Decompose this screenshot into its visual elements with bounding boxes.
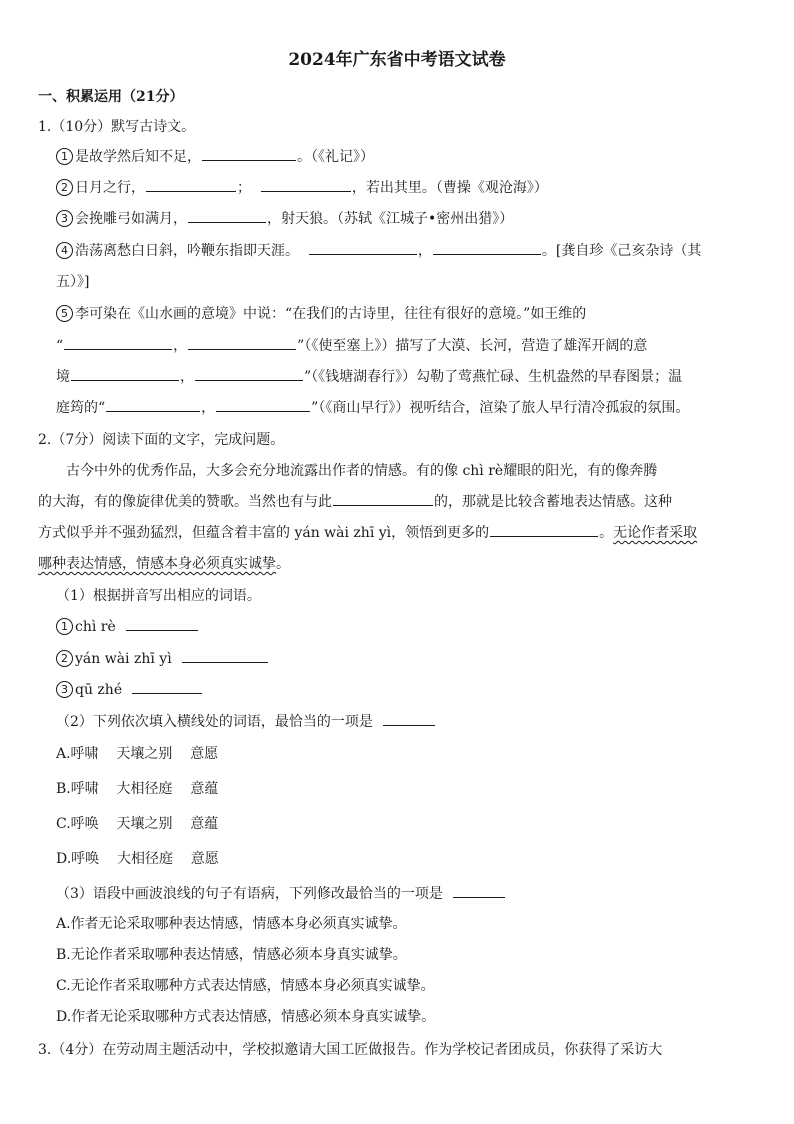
q1-item-2 [56, 177, 776, 199]
circled-number: 1 [56, 148, 73, 165]
circled-number: 2 [56, 179, 73, 196]
q2-sub3 [56, 883, 776, 905]
q1-item-5-text2: ”（《使至塞上》）描写了大漠、长河，营造了雄浑开阔的意 [297, 338, 648, 354]
answer-blank[interactable] [106, 397, 200, 412]
circled-number: 2 [56, 650, 73, 667]
q1-stem: 1.（10分）默写古诗文。 [38, 119, 196, 135]
passage-text: 。 [276, 556, 290, 572]
option-a[interactable]: A.呼啸 天壤之别 意愿 [56, 746, 219, 762]
q2-sub1: （1）根据拼音写出相应的词语。 [56, 588, 261, 604]
q1-item-2-post: ，若出其里。（曹操《观沧海》） [351, 180, 548, 196]
q1-item-5-text4: ”（《商山早行》）视听结合，渲染了旅人早行清冷孤寂的氛围。 [311, 400, 690, 416]
answer-blank[interactable] [188, 335, 296, 350]
pinyin-text: yán wài zhī yì [75, 651, 172, 667]
q1-item-3-pre: 会挽雕弓如满月， [75, 211, 187, 227]
option-d[interactable]: D.作者无论采取哪种方式表达情感，情感必须本身真实诚挚。 [56, 1009, 436, 1025]
q1-item-4-post: 。[龚自珍《己亥杂诗（其 [541, 243, 702, 259]
circled-number: 3 [56, 681, 73, 698]
comma: ， [201, 400, 216, 416]
q1-item-1-pre: 是故学然后知不足， [75, 149, 201, 165]
q1-item-1-post: 。（《礼记》） [297, 149, 374, 165]
q1-item-5-line4 [56, 397, 758, 419]
passage-text: 的，那就是比较含蓄地表达情感。这种 [434, 494, 672, 510]
q1-item-5-line1 [56, 303, 758, 325]
q1-item-3 [56, 208, 776, 230]
section-heading: 一、积累运用（21分） [38, 89, 184, 105]
answer-blank[interactable] [453, 883, 505, 898]
q2-sub2 [56, 711, 776, 733]
answer-blank[interactable] [309, 240, 417, 255]
q2-passage-line1: 古今中外的优秀作品，大多会充分地流露出作者的情感。有的像 chì rè耀眼的阳光，有的像奔腾 [66, 463, 658, 479]
answer-blank[interactable] [433, 240, 541, 255]
passage-text: 的大海，有的像旋律优美的赞歌。当然也有与此 [38, 494, 332, 510]
q1-item-4-mid: ， [417, 243, 432, 259]
wavy-underlined-sentence: 无论作者采取 [613, 525, 698, 541]
q1-item-5-line3 [56, 366, 758, 388]
answer-blank[interactable] [146, 177, 236, 192]
answer-blank[interactable] [195, 366, 303, 381]
exam-title: 2024年广东省中考语文试卷 [288, 50, 506, 70]
circled-number: 1 [56, 618, 73, 635]
answer-blank[interactable] [383, 711, 435, 726]
answer-blank[interactable] [202, 146, 296, 161]
option-a[interactable]: A.作者无论采取哪种表达情感，情感本身必须真实诚挚。 [56, 916, 407, 932]
circled-number: 4 [56, 242, 73, 259]
circled-number: 5 [56, 305, 73, 322]
q1-item-2-mid: ； [237, 180, 251, 196]
answer-blank[interactable] [182, 648, 268, 663]
quote-open: “ [56, 338, 64, 354]
sub3-text: （3）语段中画波浪线的句子有语病，下列修改最恰当的一项是 [56, 886, 443, 902]
q2-stem: 2.（7分）阅读下面的文字，完成问题。 [38, 432, 285, 448]
option-c[interactable]: C.无论作者采取哪种方式表达情感，情感本身必须真实诚挚。 [56, 978, 435, 994]
pinyin-item-1 [56, 616, 776, 638]
answer-blank[interactable] [64, 335, 172, 350]
q1-item-1 [56, 146, 776, 168]
q1-item-5-line2 [56, 335, 758, 357]
q1-item-3-post: ，射天狼。（苏轼《江城子•密州出猎》） [267, 211, 514, 227]
option-b[interactable]: B.呼啸 大相径庭 意蕴 [56, 781, 219, 797]
sub2-text: （2）下列依次填入横线处的词语，最恰当的一项是 [56, 714, 373, 730]
text-jing: 境 [56, 369, 70, 385]
option-b[interactable]: B.无论作者采取哪种表达情感，情感必须本身真实诚挚。 [56, 947, 407, 963]
q2-passage-line2 [38, 491, 758, 513]
q1-item-5-text3: ”（《钱塘湖春行》）勾勒了莺燕忙碌、生机盎然的早春图景；温 [304, 369, 683, 385]
passage-text: 方式似乎并不强劲猛烈，但蕴含着丰富的 yán wài zhī yì，领悟到更多的 [38, 525, 490, 541]
pinyin-text: chì rè [75, 619, 116, 635]
option-c[interactable]: C.呼唤 天壤之别 意蕴 [56, 816, 219, 832]
option-d[interactable]: D.呼唤 大相径庭 意愿 [56, 851, 219, 867]
q1-item-4-pre: 浩荡离愁白日斜，吟鞭东指即天涯。 [75, 243, 299, 259]
q1-item-2-pre: 日月之行， [75, 180, 145, 196]
q1-item-5-text1: 李可染在《山水画的意境》中说：“在我们的古诗里，往往有很好的意境。”如王维的 [75, 306, 587, 322]
comma: ， [173, 338, 188, 354]
text-wentingyun: 庭筠的“ [56, 400, 106, 416]
q2-passage-line4 [38, 553, 758, 575]
answer-blank[interactable] [261, 177, 351, 192]
pinyin-text: qū zhé [75, 682, 123, 698]
passage-text: 。 [599, 525, 614, 541]
answer-blank[interactable] [490, 522, 598, 537]
answer-blank[interactable] [333, 491, 433, 506]
answer-blank[interactable] [126, 616, 198, 631]
pinyin-item-2 [56, 648, 776, 670]
answer-blank[interactable] [71, 366, 179, 381]
answer-blank[interactable] [188, 208, 266, 223]
circled-number: 3 [56, 210, 73, 227]
answer-blank[interactable] [216, 397, 310, 412]
wavy-underlined-sentence: 哪种表达情感，情感本身必须真实诚挚 [38, 556, 276, 572]
q2-passage-line3 [38, 522, 758, 544]
q1-item-4-cont: 五）》] [56, 274, 90, 290]
q1-item-4 [56, 240, 758, 262]
answer-blank[interactable] [132, 679, 202, 694]
q3-stem: 3.（4分）在劳动周主题活动中，学校拟邀请大国工匠做报告。作为学校记者团成员，你获得了采访大 [38, 1042, 663, 1058]
comma: ， [180, 369, 194, 385]
pinyin-item-3 [56, 679, 776, 701]
